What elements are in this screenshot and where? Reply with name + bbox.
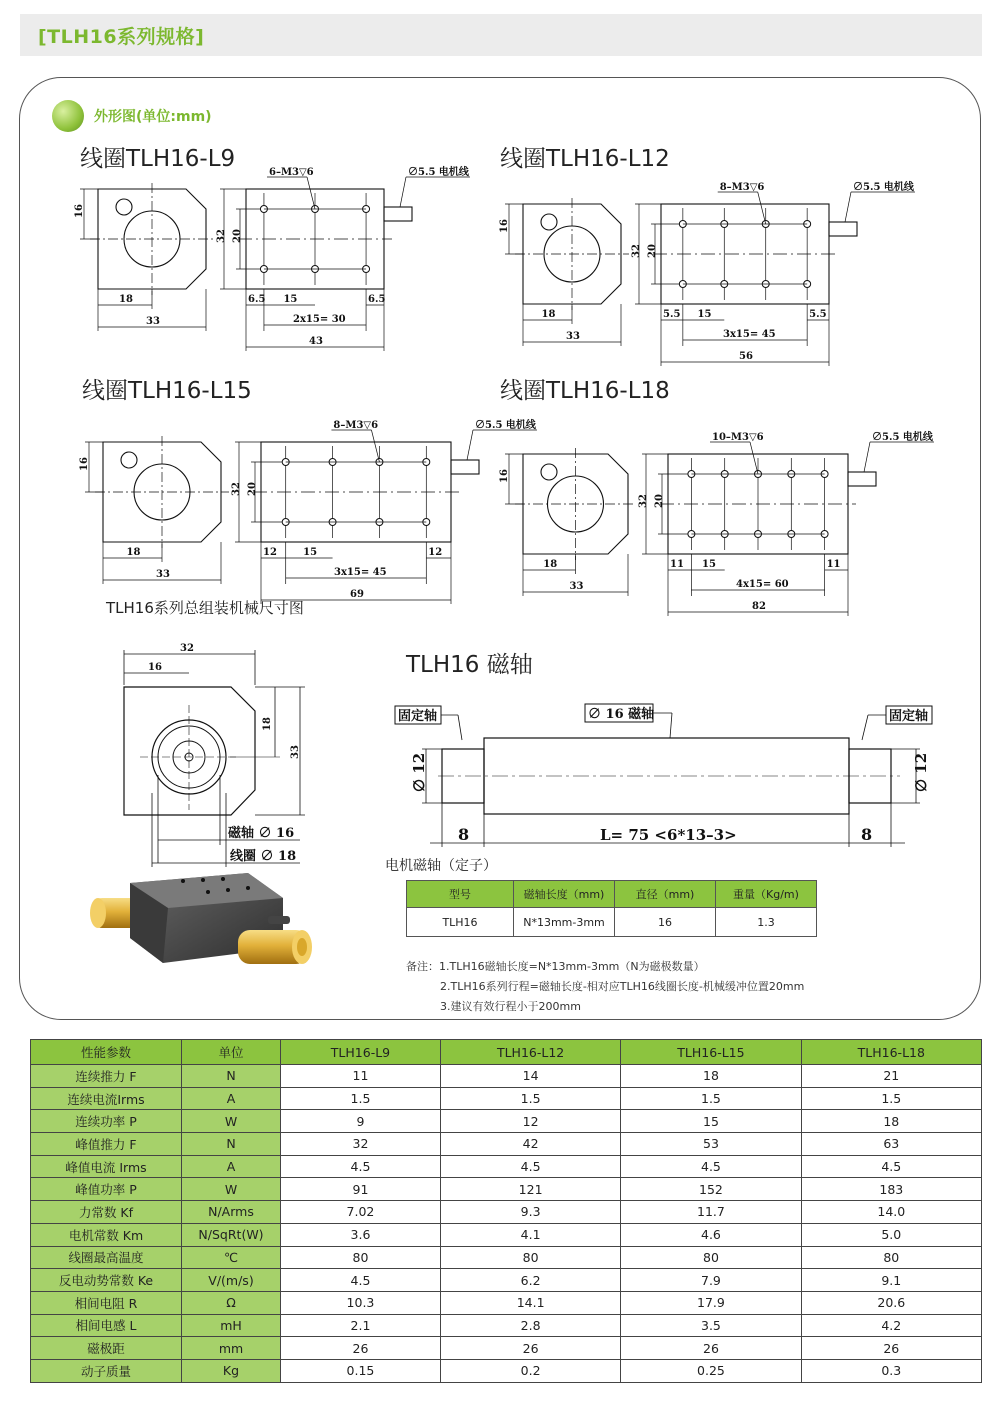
coil-drawing-l15 (75, 418, 536, 600)
dim-18: 18 (126, 547, 141, 558)
perf-value: 63 (801, 1133, 981, 1156)
perf-value: 17.9 (621, 1291, 801, 1314)
stator-cell: 1.3 (716, 908, 817, 937)
perf-value: 32 (281, 1133, 441, 1156)
perf-value: 3.5 (621, 1314, 801, 1337)
perf-value: 0.25 (621, 1359, 801, 1382)
perf-value: 26 (281, 1337, 441, 1360)
perf-param: 峰值功率 P (31, 1178, 182, 1201)
dim-32: 32 (216, 229, 227, 243)
perf-value: 4.5 (621, 1155, 801, 1178)
coil-drawing-l12 (495, 180, 925, 362)
perf-param: 线圈最高温度 (31, 1246, 182, 1269)
end-diameter-right: ∅ 12 (912, 752, 930, 792)
wire-callout: ∅5.5 电机线 (475, 420, 536, 431)
perf-value: 18 (621, 1065, 801, 1088)
dim-18: 18 (543, 559, 558, 570)
perf-value: 10.3 (281, 1291, 441, 1314)
perf-value: 80 (801, 1246, 981, 1269)
perf-param: 相间电感 L (31, 1314, 182, 1337)
perf-value: 0.2 (440, 1359, 620, 1382)
perf-value: 121 (440, 1178, 620, 1201)
perf-value: 2.1 (281, 1314, 441, 1337)
perf-header: 性能参数 (31, 1040, 182, 1065)
outline-label: 外形图(单位:mm) (94, 109, 212, 125)
dim-edge-left: 6.5 (248, 294, 266, 305)
perf-value: 26 (801, 1337, 981, 1360)
table-row (31, 1087, 982, 1110)
perf-value: 12 (440, 1110, 620, 1133)
perf-value: 9 (281, 1110, 441, 1133)
perf-value: 5.0 (801, 1223, 981, 1246)
dim-18: 18 (541, 309, 556, 320)
perf-value: 0.15 (281, 1359, 441, 1382)
green-ball-icon (52, 100, 84, 132)
perf-value: 14.0 (801, 1201, 981, 1224)
dim-20: 20 (654, 494, 665, 508)
perf-value: 7.02 (281, 1201, 441, 1224)
perf-value: 3.6 (281, 1223, 441, 1246)
perf-value: 80 (440, 1246, 620, 1269)
perf-value: 20.6 (801, 1291, 981, 1314)
table-row (31, 1133, 982, 1156)
perf-header: TLH16-L15 (621, 1040, 801, 1065)
table-row (31, 1065, 982, 1088)
dim-edge-right: 12 (428, 547, 443, 558)
perf-unit: W (182, 1178, 281, 1201)
mount-hole-circle (116, 199, 132, 215)
fixed-left-label: 固定轴 (398, 709, 438, 724)
wire-callout: ∅5.5 电机线 (853, 182, 914, 193)
perf-value: 2.8 (440, 1314, 620, 1337)
mount-hole-circle (541, 464, 557, 480)
perf-value: 26 (440, 1337, 620, 1360)
dim-total: 56 (739, 351, 753, 362)
asm-w32: 32 (180, 643, 194, 654)
dim-pitch: 15 (283, 294, 298, 305)
perf-value: 1.5 (801, 1087, 981, 1110)
stator-cell: TLH16 (407, 908, 514, 937)
note-line: 3.建议有效行程小于200mm (440, 1000, 581, 1013)
perf-value: 0.3 (801, 1359, 981, 1382)
mount-hole-circle (121, 452, 137, 468)
dim-33: 33 (569, 581, 584, 592)
perf-unit: mH (182, 1314, 281, 1337)
perf-value: 80 (621, 1246, 801, 1269)
perf-unit: A (182, 1087, 281, 1110)
perf-value: 7.9 (621, 1269, 801, 1292)
perf-header-row (31, 1040, 982, 1065)
table-row (31, 1337, 982, 1360)
dim-20: 20 (232, 229, 243, 243)
table-row (31, 1178, 982, 1201)
dim-edge-right: 5.5 (809, 309, 827, 320)
page-title: [TLH16系列规格] (38, 26, 205, 48)
perf-unit: W (182, 1110, 281, 1133)
mount-hole-circle (541, 214, 557, 230)
perf-value: 6.2 (440, 1269, 620, 1292)
asm-shaft-label: 磁轴 ∅ 16 (228, 826, 295, 841)
perf-param: 连续推力 F (31, 1065, 182, 1088)
dim-20: 20 (247, 482, 258, 496)
dim-pitch: 15 (702, 559, 716, 570)
assembly-drawing (100, 635, 330, 870)
perf-value: 11.7 (621, 1201, 801, 1224)
table-row (31, 1201, 982, 1224)
stator-header: 型号 (407, 881, 514, 908)
shaft-title: TLH16 磁轴 (406, 652, 533, 678)
perf-header: 单位 (182, 1040, 281, 1065)
perf-unit: ℃ (182, 1246, 281, 1269)
dim-edge-right: 11 (826, 559, 841, 570)
perf-param: 力常数 Kf (31, 1201, 182, 1224)
perf-unit: mm (182, 1337, 281, 1360)
end-diameter-left: ∅ 12 (410, 752, 428, 792)
shaft-length: L= 75 <6*13–3> (600, 826, 737, 844)
perf-value: 4.5 (281, 1155, 441, 1178)
motor-3d-render (88, 868, 318, 983)
stator-table (406, 880, 817, 937)
perf-value: 26 (621, 1337, 801, 1360)
perf-value: 4.5 (281, 1269, 441, 1292)
stator-cell: N*13mm-3mm (514, 908, 615, 937)
shaft-drawing (390, 700, 950, 850)
stator-header: 直径（mm) (615, 881, 716, 908)
perf-value: 18 (801, 1110, 981, 1133)
perf-value: 1.5 (440, 1087, 620, 1110)
stator-header: 磁轴长度（mm) (514, 881, 615, 908)
perf-value: 21 (801, 1065, 981, 1088)
perf-header: TLH16-L9 (281, 1040, 441, 1065)
perf-value: 9.1 (801, 1269, 981, 1292)
coil-title-l9: 线圈TLH16-L9 (80, 146, 236, 172)
perf-value: 53 (621, 1133, 801, 1156)
dim-pattern: 4x15= 60 (736, 579, 789, 590)
dim-32: 32 (231, 482, 242, 496)
table-row (31, 1291, 982, 1314)
dim-20: 20 (647, 244, 658, 258)
stator-header: 重量（Kg/m) (716, 881, 817, 908)
perf-param: 相间电阻 R (31, 1291, 182, 1314)
wire-callout: ∅5.5 电机线 (872, 432, 933, 443)
assembly-caption: TLH16系列总组装机械尺寸图 (106, 599, 304, 617)
perf-value: 14 (440, 1065, 620, 1088)
dim-pitch: 15 (697, 309, 712, 320)
dim-pattern: 3x15= 45 (723, 329, 776, 340)
notes (406, 957, 804, 1017)
dim-16: 16 (499, 219, 510, 233)
dim-32: 32 (638, 494, 649, 508)
perf-body (31, 1065, 982, 1383)
asm-h18: 18 (262, 717, 273, 731)
perf-value: 1.5 (621, 1087, 801, 1110)
motor-wire-stub (451, 460, 479, 474)
table-row (31, 1314, 982, 1337)
perf-value: 183 (801, 1178, 981, 1201)
dim-16: 16 (79, 457, 90, 471)
perf-unit: Ω (182, 1291, 281, 1314)
perf-value: 4.5 (801, 1155, 981, 1178)
perf-header: TLH16-L12 (440, 1040, 620, 1065)
motor-wire-stub (384, 207, 412, 221)
perf-param: 连续功率 P (31, 1110, 182, 1133)
note-line: 2.TLH16系列行程=磁轴长度-相对应TLH16线圈长度-机械缓冲位置20mm (440, 980, 805, 993)
dim-18: 18 (119, 294, 133, 305)
perf-value: 4.2 (801, 1314, 981, 1337)
asm-h33: 33 (290, 745, 301, 759)
dim-32: 32 (631, 244, 642, 258)
perf-param: 峰值推力 F (31, 1133, 182, 1156)
table-row (31, 1246, 982, 1269)
stator-cell: 16 (615, 908, 716, 937)
table-row (31, 1110, 982, 1133)
coil-title-l15: 线圈TLH16-L15 (82, 378, 252, 404)
motor-wire-stub (829, 222, 857, 236)
end-length-left: 8 (458, 825, 470, 844)
perf-param: 连续电流Irms (31, 1087, 182, 1110)
perf-unit: N/Arms (182, 1201, 281, 1224)
perf-value: 4.5 (440, 1155, 620, 1178)
perf-param: 峰值电流 Irms (31, 1155, 182, 1178)
dim-pattern: 2x15= 30 (293, 314, 346, 325)
perf-unit: V/(m/s) (182, 1269, 281, 1292)
perf-value: 15 (621, 1110, 801, 1133)
perf-value: 80 (281, 1246, 441, 1269)
perf-param: 动子质量 (31, 1359, 182, 1382)
perf-unit: A (182, 1155, 281, 1178)
perf-value: 9.3 (440, 1201, 620, 1224)
perf-unit: N (182, 1065, 281, 1088)
performance-table (30, 1039, 982, 1383)
perf-value: 1.5 (281, 1087, 441, 1110)
hole-callout: 6–M3▽6 (269, 167, 314, 178)
note-line: 备注：1.TLH16磁轴长度=N*13mm-3mm（N为磁极数量） (406, 960, 705, 973)
dim-16: 16 (499, 469, 510, 483)
fixed-right-label: 固定轴 (889, 709, 929, 724)
dim-16: 16 (74, 204, 85, 218)
coil-title-l12: 线圈TLH16-L12 (500, 146, 670, 172)
table-row (31, 1155, 982, 1178)
coil-title-l18: 线圈TLH16-L18 (500, 378, 670, 404)
dim-edge-left: 11 (670, 559, 684, 570)
end-length-right: 8 (861, 825, 873, 844)
dim-33: 33 (566, 331, 580, 342)
header-bar (20, 14, 982, 56)
wire-callout: ∅5.5 电机线 (408, 167, 469, 178)
perf-unit: N (182, 1133, 281, 1156)
dim-edge-left: 12 (263, 547, 277, 558)
hole-callout: 10–M3▽6 (712, 432, 764, 443)
dim-edge-left: 5.5 (663, 309, 681, 320)
dim-total: 69 (350, 589, 364, 600)
shaft-diameter-label: ∅ 16 磁轴 (588, 707, 655, 722)
perf-value: 4.6 (621, 1223, 801, 1246)
asm-w16: 16 (148, 662, 162, 673)
coil-drawing-l18 (495, 430, 933, 612)
perf-unit: N/SqRt(W) (182, 1223, 281, 1246)
perf-param: 电机常数 Km (31, 1223, 182, 1246)
hole-callout: 8–M3▽6 (719, 182, 765, 193)
stator-title: 电机磁轴（定子） (385, 858, 497, 874)
asm-coil-label: 线圈 ∅ 18 (230, 849, 297, 864)
table-row (31, 1269, 982, 1292)
perf-value: 14.1 (440, 1291, 620, 1314)
perf-value: 91 (281, 1178, 441, 1201)
perf-value: 11 (281, 1065, 441, 1088)
dim-total: 43 (309, 336, 323, 347)
perf-value: 152 (621, 1178, 801, 1201)
dim-pattern: 3x15= 45 (334, 567, 387, 578)
perf-unit: Kg (182, 1359, 281, 1382)
table-row (31, 1359, 982, 1382)
dim-pitch: 15 (303, 547, 318, 558)
perf-value: 4.1 (440, 1223, 620, 1246)
hole-callout: 8–M3▽6 (333, 420, 379, 431)
dim-33: 33 (146, 316, 160, 327)
coil-drawing-l9 (70, 165, 490, 350)
perf-param: 磁极距 (31, 1337, 182, 1360)
motor-wire-stub (848, 472, 876, 486)
perf-param: 反电动势常数 Ke (31, 1269, 182, 1292)
perf-header: TLH16-L18 (801, 1040, 981, 1065)
dim-total: 82 (752, 601, 766, 612)
table-row (31, 1223, 982, 1246)
dim-33: 33 (156, 569, 170, 580)
dim-edge-right: 6.5 (368, 294, 386, 305)
perf-value: 42 (440, 1133, 620, 1156)
